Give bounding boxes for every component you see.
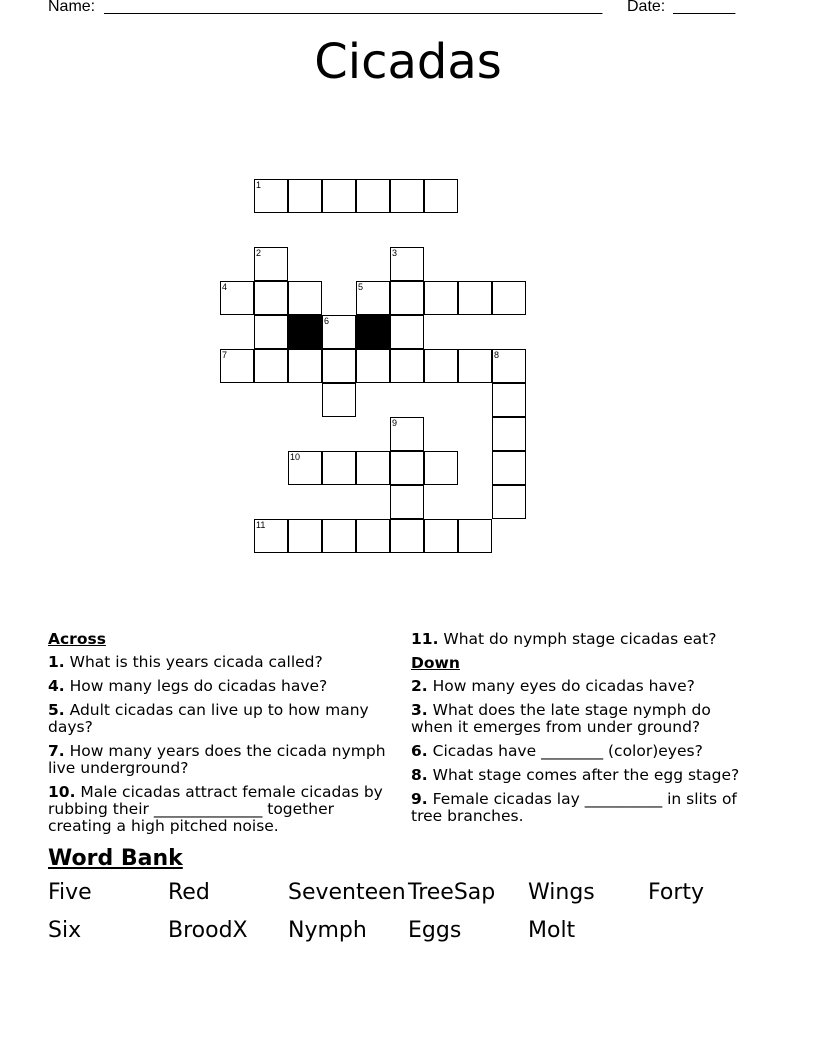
clue-across-5: 5. Adult cicadas can live up to how many days? [48,701,369,736]
word-bank-item: TreeSap [408,880,496,905]
word-bank-title: Word Bank [48,846,183,871]
grid-cell[interactable] [492,349,526,383]
grid-cell[interactable] [322,451,356,485]
grid-cell[interactable] [220,281,254,315]
grid-cell[interactable] [390,247,424,281]
date-label: Date: [627,0,666,15]
date-line[interactable]: _______ [673,0,736,15]
grid-black-cell [288,315,322,349]
clue-down-2: 2. How many eyes do cicadas have? [411,677,695,695]
clue-down-8: 8. What stage comes after the egg stage? [411,766,740,784]
grid-clue-number: 4 [222,282,228,292]
grid-cell[interactable] [424,451,458,485]
name-line[interactable]: ________________________________________________________ [104,0,603,15]
grid-cell[interactable] [390,315,424,349]
grid-cell[interactable] [458,281,492,315]
across-heading: Across [48,630,106,648]
word-bank-item: Molt [528,918,576,943]
grid-cell[interactable] [390,519,424,553]
clue-across-7: 7. How many years does the cicada nymph live underground? [48,742,386,777]
grid-cell[interactable] [492,485,526,519]
grid-clue-number: 11 [256,520,266,530]
clue-across-4: 4. How many legs do cicadas have? [48,677,328,695]
word-bank-item: Nymph [288,918,367,943]
grid-cell[interactable] [288,179,322,213]
grid-cell[interactable] [254,281,288,315]
grid-clue-number: 5 [358,282,364,292]
grid-cell[interactable] [492,417,526,451]
grid-cell[interactable] [288,349,322,383]
word-bank-item: Six [48,918,82,943]
grid-cell[interactable] [492,281,526,315]
clues-right-column [411,631,751,832]
grid-cell[interactable] [356,519,390,553]
grid-cell[interactable] [254,179,288,213]
grid-cell[interactable] [390,179,424,213]
grid-clue-number: 9 [392,418,398,428]
down-heading: Down [411,654,460,672]
grid-cell[interactable] [220,349,254,383]
grid-cell[interactable] [390,451,424,485]
grid-clue-number: 6 [324,316,330,326]
grid-cell[interactable] [322,519,356,553]
clue-across-10: 10. Male cicadas attract female cicadas by rubbing their ______________ together creating a high pitched noise. [48,783,383,835]
clue-across-1: 1. What is this years cicada called? [48,653,323,671]
grid-cell[interactable] [492,383,526,417]
word-bank-item: Eggs [408,918,462,943]
grid-cell[interactable] [458,519,492,553]
grid-cell[interactable] [288,519,322,553]
clue-down-9: 9. Female cicadas lay __________ in slits of tree branches. [411,790,737,825]
grid-cell[interactable] [424,349,458,383]
clue-across-11: 11. What do nymph stage cicadas eat? [411,630,717,648]
grid-clue-number: 1 [256,180,262,190]
grid-cell[interactable] [254,519,288,553]
grid-clue-number: 8 [494,350,500,360]
grid-cell[interactable] [356,451,390,485]
grid-cell[interactable] [390,417,424,451]
word-bank-item: Seventeen [288,880,406,905]
page-title: Cicadas [314,34,502,90]
word-bank-item: Forty [648,880,705,905]
grid-cell[interactable] [424,179,458,213]
grid-cell[interactable] [322,179,356,213]
clue-down-3: 3. What does the late stage nymph do when it emerges from under ground? [411,701,711,736]
word-bank-item: Red [168,880,210,905]
grid-cell[interactable] [458,349,492,383]
grid-cell[interactable] [390,281,424,315]
name-label: Name: [48,0,96,15]
grid-cell[interactable] [356,179,390,213]
grid-cell[interactable] [424,281,458,315]
word-bank-item: BroodX [168,918,248,943]
grid-cell[interactable] [288,451,322,485]
grid-cell[interactable] [424,519,458,553]
grid-cell[interactable] [322,349,356,383]
grid-cell[interactable] [254,349,288,383]
clues-left-column [48,631,398,842]
grid-clue-number: 7 [222,350,228,360]
grid-cell[interactable] [254,315,288,349]
grid-cell[interactable] [390,349,424,383]
grid-cell[interactable] [356,281,390,315]
grid-clue-number: 10 [290,452,301,462]
grid-clue-number: 3 [392,248,398,258]
grid-black-cell [356,315,390,349]
word-bank-item: Wings [528,880,595,905]
grid-cell[interactable] [492,451,526,485]
word-bank-item: Five [48,880,92,905]
grid-cell[interactable] [288,281,322,315]
grid-cell[interactable] [322,315,356,349]
grid-cell[interactable] [390,485,424,519]
grid-cell[interactable] [356,349,390,383]
grid-clue-number: 2 [256,248,262,258]
grid-cell[interactable] [322,383,356,417]
clue-down-6: 6. Cicadas have ________ (color)eyes? [411,742,703,760]
grid-cell[interactable] [254,247,288,281]
